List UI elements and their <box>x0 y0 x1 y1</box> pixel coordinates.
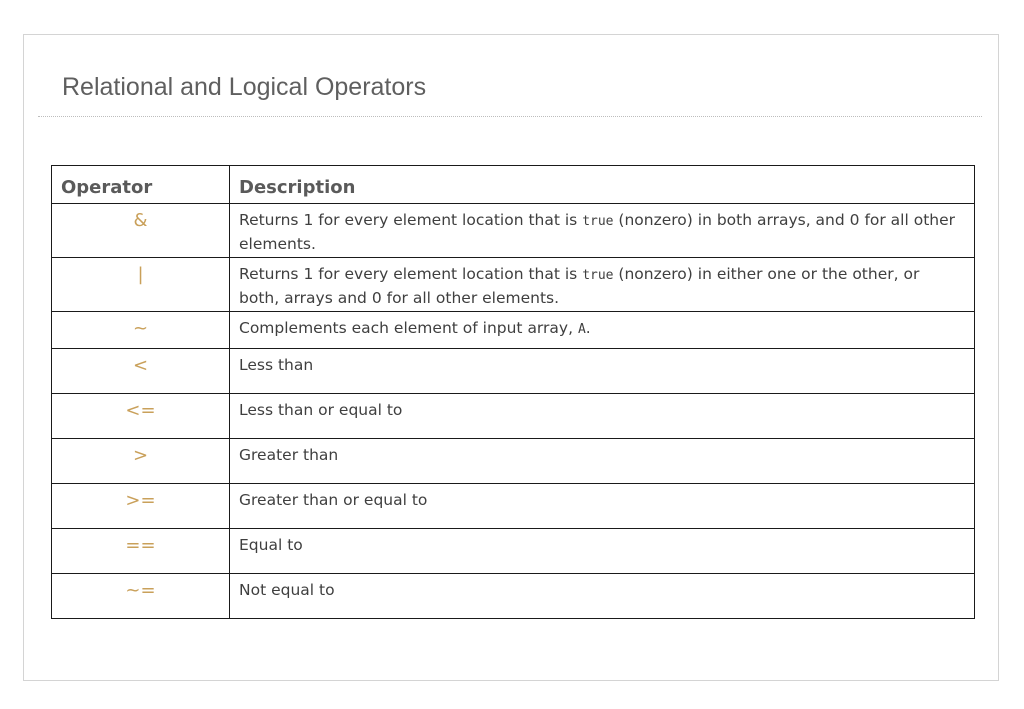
desc-value: 0 <box>371 289 382 307</box>
table-row <box>52 484 975 529</box>
operator-cell: < <box>52 349 230 394</box>
table-row <box>52 439 975 484</box>
description-cell <box>230 204 975 258</box>
desc-text: (nonzero) in both arrays, and <box>613 211 850 229</box>
operator-cell: | <box>52 258 230 312</box>
desc-text: (nonzero) in either one or the other, or both, arrays and <box>239 265 920 307</box>
title-divider <box>38 116 982 117</box>
description-cell: Not equal to <box>230 574 975 619</box>
operator-cell: > <box>52 439 230 484</box>
operators-table <box>51 165 975 619</box>
table-row <box>52 349 975 394</box>
operator-cell: ~= <box>52 574 230 619</box>
description-cell: Less than or equal to <box>230 394 975 439</box>
description-cell <box>230 258 975 312</box>
desc-text: for all other elements. <box>381 289 560 307</box>
slide-title: Relational and Logical Operators <box>62 73 427 101</box>
desc-value: 0 <box>849 211 860 229</box>
table-row <box>52 394 975 439</box>
table-row <box>52 312 975 349</box>
description-cell <box>230 312 975 349</box>
header-operator: Operator <box>52 166 230 204</box>
slide <box>23 34 999 681</box>
desc-code: A <box>577 322 586 337</box>
description-cell: Greater than or equal to <box>230 484 975 529</box>
desc-text: Complements each element of input array, <box>239 319 578 337</box>
operator-cell: == <box>52 529 230 574</box>
table-row <box>52 574 975 619</box>
table-header-row <box>52 166 975 204</box>
header-description: Description <box>230 166 975 204</box>
desc-text: for every element location that is <box>313 211 583 229</box>
operator-cell: >= <box>52 484 230 529</box>
desc-text: . <box>585 319 591 337</box>
operator-cell: <= <box>52 394 230 439</box>
table-row <box>52 258 975 312</box>
desc-value: 1 <box>303 211 314 229</box>
operator-cell: & <box>52 204 230 258</box>
desc-text: for every element location that is <box>313 265 583 283</box>
description-cell: Less than <box>230 349 975 394</box>
table-row <box>52 204 975 258</box>
description-cell: Equal to <box>230 529 975 574</box>
desc-code: true <box>582 214 614 229</box>
table-row <box>52 529 975 574</box>
desc-value: 1 <box>303 265 314 283</box>
desc-text: Returns <box>239 265 304 283</box>
description-cell: Greater than <box>230 439 975 484</box>
operator-cell: ~ <box>52 312 230 349</box>
desc-code: true <box>582 268 614 283</box>
desc-text: for all other elements. <box>239 211 956 253</box>
desc-text: Returns <box>239 211 304 229</box>
